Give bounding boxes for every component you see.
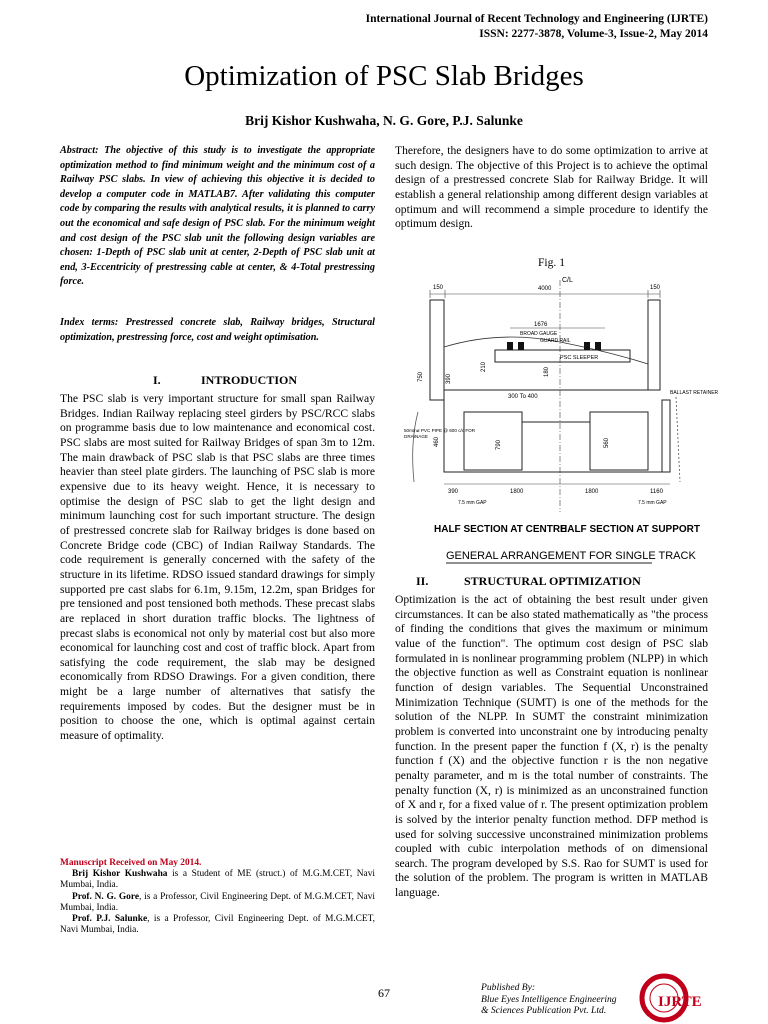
- publisher-line-1: Blue Eyes Intelligence Engineering: [481, 993, 617, 1005]
- dim-bottom-3: 1800: [585, 489, 599, 495]
- introduction-text: The PSC slab is very important structure for small span Railway Bridges. Indian Railway replacing steel girders by PSC/RCC slabs on programme basis due to low maintenance and economical cost. PSC slabs are most suited for Railway Bridges of span 3m to 12m. The main drawback of PSC slab is that PSC slabs are three times heavier than steel plate girders. The launching of PSC slab is more expensive due to its heavy weight. Hence, it is necessary to optimise the design of PSC slab to get the light design and minimum launching cost for such important structure. The design of prestressed concrete slab for Railway bridges is done based on Concrete Bridge code (CBC) of Indian Railway Standards. The code requirement is generally concerned with the safety of the structure in its lifetime. RDSO issued standard drawings for simply supported pre cast slabs for 6.1m, 9.15m, 12.2m, span Bridges for pre tensioned and post tensioned both methods. These precast slabs are replaced in short duration traffic blocks. The lightness of precast slabs is economical not only by material cost but also more economical for launching cost and cost of traffic block. Apart from satisfying the code requirement, the slab may be designed economically from RDSO Drawings. For a given condition, there might be a large number of alternatives that satisfy the requirements imposed by codes. But the designer must be in position to choose the one, which is optimal against certain measure of optimality.: [60, 392, 375, 743]
- figure-caption: Fig. 1: [537, 256, 566, 269]
- gap-label-2: 7.5 mm GAP: [638, 500, 667, 506]
- right-retainer-wall: [648, 300, 660, 390]
- dim-top-1: 150: [433, 285, 444, 291]
- dim-bottom-1: 390: [448, 489, 459, 495]
- dim-bottom-4: 1160: [650, 489, 663, 495]
- paper-authors: Brij Kishor Kushwaha, N. G. Gore, P.J. Salunke: [245, 113, 523, 128]
- guard-rail-right: [584, 342, 590, 350]
- journal-issn: ISSN: 2277-3878, Volume-3, Issue-2, May 2014: [479, 28, 708, 40]
- footnote-author-1: Brij Kishor Kushwaha is a Student of ME (struct.) of M.G.M.CET, Navi Mumbai, India.: [60, 869, 375, 891]
- guard-rail-left: [518, 342, 524, 350]
- dim-vert-2: 390: [446, 373, 452, 384]
- slab-outline: [440, 400, 670, 472]
- half-section-support-label: HALF SECTION AT SUPPORT: [560, 524, 700, 535]
- ballast-retainer-label: BALLAST RETAINER: [670, 390, 719, 396]
- dim-vert-1: 750: [418, 371, 424, 382]
- broad-gauge-label: BROAD GAUGE: [520, 331, 558, 337]
- structural-optimization-text: Optimization is the act of obtaining the best result under given circumstances. It can be also stated mathematically as "the process of finding the conditions that gives the maximum or minimum value of the function". The optimum cost design of PSC slab formulated in is nonlinear programming problem (NLPP) in which the objective function as well as Constraint equation is nonlinear function of design variables. The Sequential Unconstrained Minimization Technique (SUMT) is one of the methods for the solution of the NLPP. In SUMT the constraint minimization problem is converted into unconstraint one by introducing penalty function. In the present paper the function f (X, r) is the penalty function f (X) and the objective function r is the non negative penalty parameter, and m is the total number of constraints. The penalty function (X, r) is minimized as an unconstrained function of X and r, for a fixed value of r. The present optimization problem is solved by the interior penalty function method. DFP method is used for solving successive unconstrained minimization problems coupled with cubic interpolation methods of on dimensional search. The program developed by S.S. Rao for SUMT is used for the solution of the problem. The program is written in MATLAB language.: [395, 593, 708, 900]
- dim-mid: 300 To 400: [508, 394, 538, 400]
- dim-gauge: 1676: [534, 322, 548, 328]
- ijrte-logo: [636, 968, 716, 1022]
- centre-line-label: C/L: [562, 277, 573, 284]
- footnote-author-3: Prof. P.J. Salunke, is a Professor, Civil Engineering Dept. of M.G.M.CET, Navi Mumbai, India.: [60, 914, 375, 936]
- section-title: STRUCTURAL OPTIMIZATION: [464, 574, 641, 588]
- slab-void-right: [590, 412, 648, 470]
- index-terms: Index terms: Prestressed concrete slab, Railway bridges, Structural optimization, prestressing force, cost and weight optimisation.: [60, 317, 375, 343]
- general-arrangement-label: GENERAL ARRANGEMENT FOR SINGLE TRACK: [446, 550, 696, 562]
- dim-lower-3: 560: [604, 437, 610, 448]
- abstract: Abstract: The objective of this study is to investigate the appropriate optimization method to find minimum weight and the minimum cost of a Railway PSC slabs. In view of achieving this objective it is decided to develop a computer code in MATLAB7. After validating this computer code by comparing the results with analytical results, it is planned to carry out the economical and safe design of PSC slab. For the minimum weight and cost design of the PSC slab unit the following design variables are chosen: 1-Depth of PSC slab unit at center, 2-Depth of PSC slab unit at end, 3-Eccentricity of prestressing cable at center, & 4-Total prestressing force.: [60, 145, 375, 288]
- publisher-block: [481, 982, 617, 1017]
- dim-lower-1: 460: [434, 436, 440, 447]
- pipe-note: 50mmø PVC PIPE @ 600 c/c FOR: [404, 428, 476, 433]
- rail-right: [595, 342, 601, 350]
- section-number: II.: [416, 574, 429, 588]
- pipe-note-2: DRAINAGE: [404, 434, 428, 439]
- page-number: 67: [378, 986, 390, 1000]
- logo-text: IJRTE: [658, 994, 702, 1010]
- dim-top-3: 150: [650, 285, 661, 291]
- left-retainer-wall: [430, 300, 444, 400]
- dim-vert-4: 180: [544, 366, 550, 377]
- gap-label-1: 7.5 mm GAP: [458, 500, 487, 506]
- manuscript-received: Manuscript Received on May 2014.: [60, 858, 202, 868]
- right-column-intro-text: Therefore, the designers have to do some optimization to arrive at such design. The objective of this Project is to achieve the optimal design of a prestressed concrete Slab for Railway Bridge. It will establish a general relationship among different design variables at optimum and will recommend a simple procedure to identify the optimum design.: [395, 144, 708, 231]
- published-by: Published By:: [481, 982, 536, 993]
- psc-sleeper-label: PSC SLEEPER: [560, 355, 599, 361]
- section-number: I.: [153, 373, 161, 387]
- footnotes: [60, 858, 375, 936]
- half-section-centre-label: HALF SECTION AT CENTRE: [434, 524, 567, 535]
- journal-name: International Journal of Recent Technology and Engineering (IJRTE): [365, 13, 708, 25]
- dim-top-2: 4000: [538, 286, 552, 292]
- slab-void-left: [464, 412, 522, 470]
- general-arrangement-figure: [400, 272, 719, 572]
- paper-title: Optimization of PSC Slab Bridges: [184, 60, 584, 92]
- publisher-line-2: & Sciences Publication Pvt. Ltd.: [481, 1005, 607, 1017]
- dim-vert-3: 210: [481, 361, 487, 372]
- footnote-author-2: Prof. N. G. Gore, is a Professor, Civil Engineering Dept. of M.G.M.CET, Navi Mumbai, India.: [60, 891, 375, 913]
- guard-rail-label: GUARD RAIL: [540, 338, 571, 344]
- dim-bottom-2: 1800: [510, 489, 524, 495]
- dim-lower-2: 790: [496, 439, 502, 450]
- journal-header: [366, 12, 708, 42]
- rail-left: [507, 342, 513, 350]
- section-title: INTRODUCTION: [201, 373, 298, 387]
